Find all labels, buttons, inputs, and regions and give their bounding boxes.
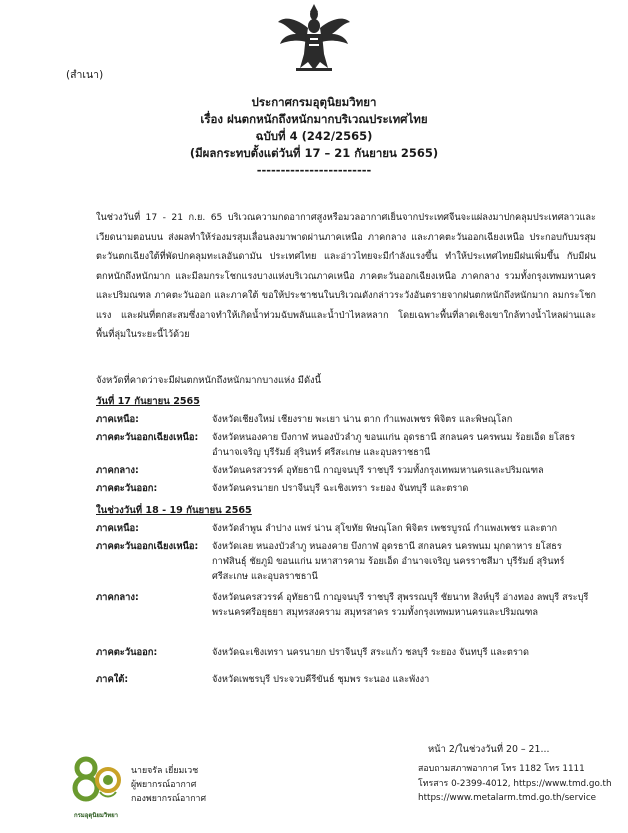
signer-division: กองพยากรณ์อากาศ [131, 794, 207, 804]
region-label: ภาคกลาง: [96, 465, 139, 476]
anniversary-80-icon [70, 752, 122, 804]
region-provinces: จังหวัดนครนายก ปราจีนบุรี ฉะเชิงเทรา ระยอง จันทบุรี และตราด [212, 483, 469, 494]
contact-fax-website[interactable]: โทรสาร 0-2399-4012, https://www.tmd.go.th [418, 778, 612, 789]
region-provinces: จังหวัดฉะเชิงเทรา นครนายก ปราจีนบุรี สระแก้ว ชลบุรี ระยอง จันทบุรี และตราด [212, 647, 529, 658]
copy-label: (สำเนา) [66, 69, 104, 81]
region-provinces: จังหวัดเพชรบุรี ประจวบคีรีขันธ์ ชุมพร ระนอง และพังงา [212, 674, 430, 685]
region-label: ภาคเหนือ: [96, 523, 139, 534]
region-provinces: จังหวัดลำพูน ลำปาง แพร่ น่าน สุโขทัย พิษณุโลก พิจิตร เพชรบูรณ์ กำแพงเพชร และตาก [212, 523, 558, 534]
announcement-subject: เรื่อง ฝนตกหนักถึงหนักมากบริเวณประเทศไทย [200, 112, 428, 126]
signer-role: ผู้พยากรณ์อากาศ [131, 780, 197, 790]
announcement-paragraph [96, 208, 596, 345]
signer-block [131, 764, 206, 806]
announcement-number: ฉบับที่ 4 (242/2565) [255, 129, 373, 143]
section-row [96, 430, 596, 460]
logo-text: กรมอุตุนิยมวิทยา [73, 812, 119, 819]
section-row [96, 539, 596, 584]
provinces-intro: จังหวัดที่คาดว่าจะมีฝนตกหนักถึงหนักมากบางแห่ง มีดังนี้ [96, 375, 322, 386]
region-provinces: จังหวัดเชียงใหม่ เชียงราย พะเยา น่าน ตาก กำแพงเพชร พิจิตร และพิษณุโลก [212, 414, 513, 425]
section-heading-day-18-19: ในช่วงวันที่ 18 - 19 กันยายน 2565 [96, 505, 252, 516]
region-label: ภาคตะวันออกเฉียงเหนือ: [96, 541, 199, 552]
title-separator: ------------------------ [256, 163, 372, 177]
paragraph-text: ในช่วงวันที่ 17 - 21 ก.ย. 65 บริเวณความกดอากาศสูงหรือมวลอากาศเย็นจากประเทศจีนจะแผ่ลงมาปกคลุมประเทศลาวและเวียดนามตอนบน ส่งผลทำให้ร่องมรสุมเลื่อนลงมาพาดผ่านภาคเหนือ ภาคกลาง และภาคตะวันออกเฉียงเหนือ ประกอบกับมรสุมตะวันตกเฉียงใต้ที่พัดปกคลุมทะเลอันดามัน ประเทศไทย และอ่าวไทยจะมีกำลังแรงขึ้น ทำให้ประเทศไทยมีฝนเพิ่มขึ้น กับมีฝนตกหนักถึงหนักมาก และมีลมกระโชกแรงบางแห่งบริเวณภาคเหนือ ภาคตะวันออกเฉียงเหนือ ภาคกลาง รวมทั้งกรุงเทพมหานครและปริมณฑล ภาคตะวันออก และภาคใต้ ขอให้ประชาชนในบริเวณดังกล่าวระวังอันตรายจากฝนตกหนักถึงหนักมาก ลมกระโชกแรง และฝนที่ตกสะสมซึ่งอาจทำให้เกิดน้ำท่วมฉับพลันและน้ำป่าไหลหลาก โดยเฉพาะพื้นที่ลาดเชิงเขาใกล้ทางน้ำไหลผ่านและพื้นที่ลุ่มในระยะนี้ไว้ด้วย [96, 212, 596, 340]
section-row [96, 645, 596, 660]
section-row [96, 590, 596, 620]
region-label: ภาคตะวันออก: [96, 483, 158, 494]
contact-phone: สอบถามสภาพอากาศ โทร 1182 โทร 1111 [418, 764, 585, 774]
region-provinces: จังหวัดหนองคาย บึงกาฬ หนองบัวลำภู ขอนแก่น อุดรธานี สกลนคร นครพนม ร้อยเอ็ด ยโสธร อำนาจเจริญ บุรีรัมย์ สุรินทร์ ศรีสะเกษ และอุบลราชธานี [212, 432, 576, 458]
page-continuation: หน้า 2/ในช่วงวันที่ 20 – 21... [428, 744, 550, 755]
section-row [96, 481, 596, 496]
section-row [96, 521, 596, 536]
contact-service-url[interactable]: https://www.metalarm.tmd.go.th/service [418, 793, 597, 803]
region-label: ภาคใต้: [96, 674, 129, 685]
tmd-80th-anniversary-logo-icon [70, 752, 122, 818]
region-provinces: จังหวัดเลย หนองบัวลำภู หนองคาย บึงกาฬ อุดรธานี สกลนคร นครพนม มุกดาหาร ยโสธร กาฬสินธุ์ ชัยภูมิ ขอนแก่น มหาสารคาม ร้อยเอ็ด อำนาจเจริญ นครราชสีมา บุรีรัมย์ สุรินทร์ ศรีสะเกษ และอุบลราชธานี [212, 541, 565, 582]
region-label: ภาคเหนือ: [96, 414, 139, 425]
signer-name: นายจรัล เยี่ยมเวช [131, 766, 199, 776]
section-row [96, 672, 596, 687]
region-label: ภาคกลาง: [96, 592, 139, 603]
region-label: ภาคตะวันออก: [96, 647, 158, 658]
announcement-title: ประกาศกรมอุตุนิยมวิทยา [251, 95, 377, 109]
garuda-emblem-icon [276, 4, 352, 74]
section-row [96, 412, 596, 427]
section-row [96, 463, 596, 478]
contact-block [418, 762, 612, 806]
section-heading-day-17: วันที่ 17 กันยายน 2565 [96, 396, 200, 407]
region-provinces: จังหวัดนครสวรรค์ อุทัยธานี กาญจนบุรี ราชบุรี รวมทั้งกรุงเทพมหานครและปริมณฑล [212, 465, 544, 476]
region-provinces: จังหวัดนครสวรรค์ อุทัยธานี กาญจนบุรี ราชบุรี สุพรรณบุรี ชัยนาท สิงห์บุรี อ่างทอง ลพบุรี สระบุรี พระนครศรีอยุธยา สมุทรสงคราม สมุทรสาคร รวมทั้งกรุงเทพมหานครและปริมณฑล [212, 592, 589, 618]
region-label: ภาคตะวันออกเฉียงเหนือ: [96, 432, 199, 443]
announcement-effective-period: (มีผลกระทบตั้งแต่วันที่ 17 – 21 กันยายน 2565) [189, 146, 439, 160]
